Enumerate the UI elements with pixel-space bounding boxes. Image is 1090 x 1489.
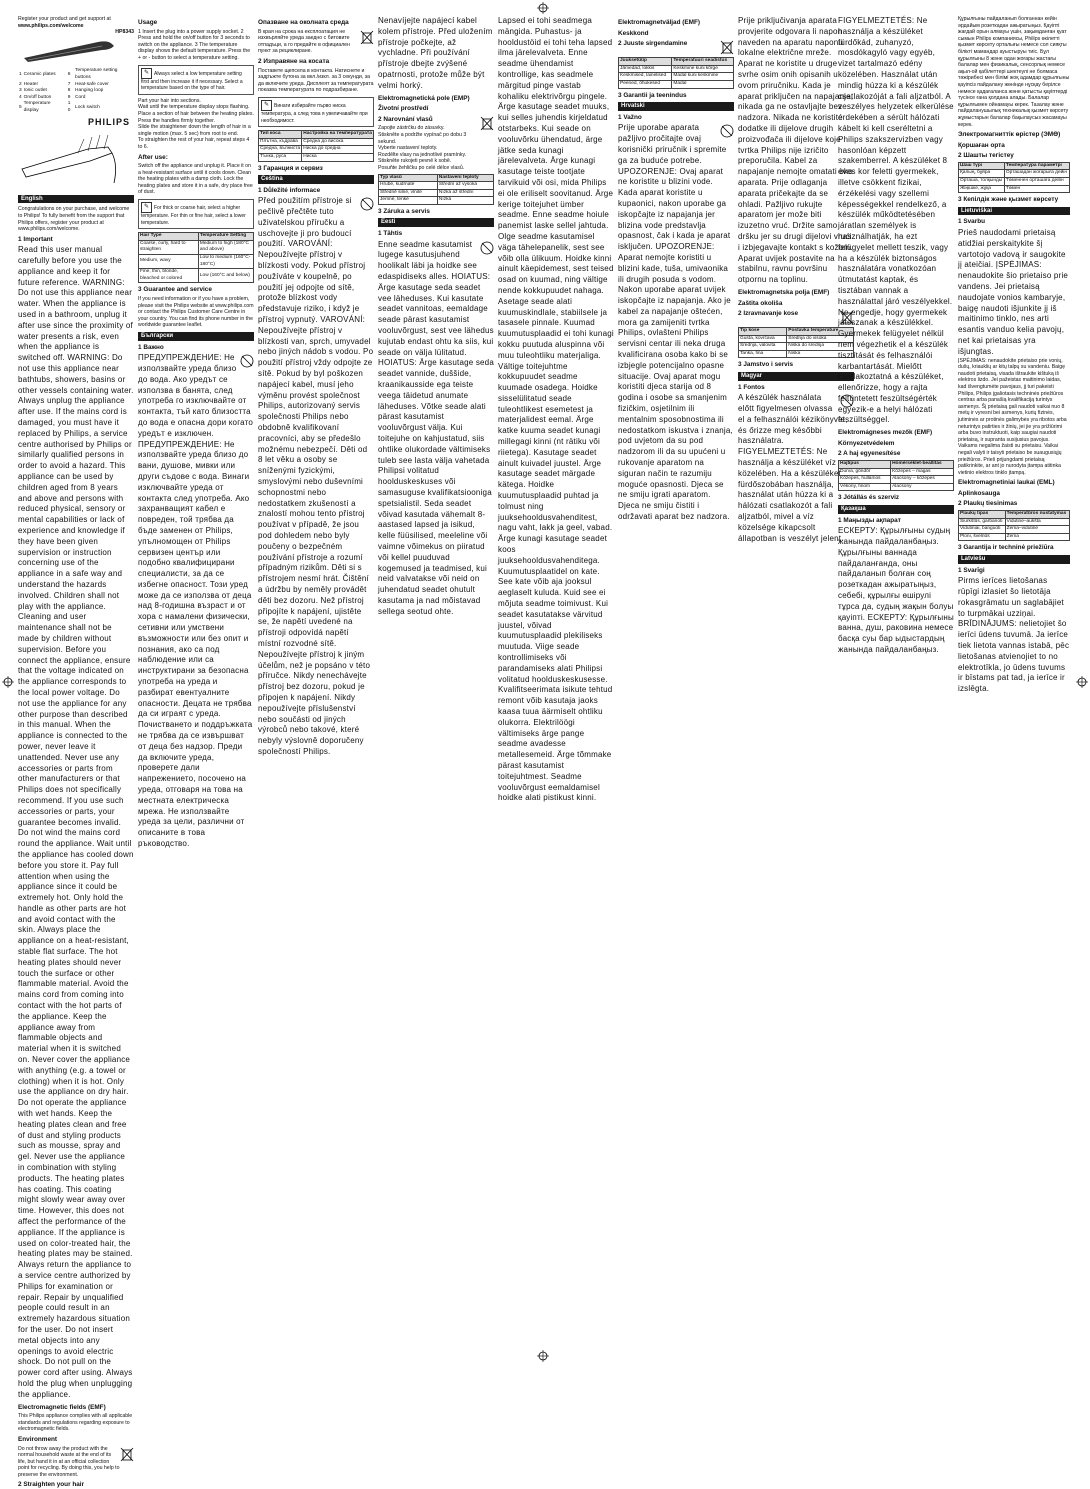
bg-safety-text: ПРЕДУПРЕЖДЕНИЕ: Не използвайте уреда близо до вода. Ако уредът се използва в банята, след употреба го изключвайте от контакта, тъй като близостта до вода е опасна дори когато уредът е изключен. ПРЕДУПРЕЖДЕНИЕ: Не използвайте уреда близо до вани, душове, мивки или други съдове с вода. Винаги изключвайте уреда от контакта след употреба. Ако захранващият кабел е повреден, той трябва да бъде заменен от Philips, упълномощен от Philips сервизен център или подобно квалифицирани специалисти, за да се избегне опасност. Този уред може да се използва от деца над 8-годишна възраст и от хора с намалени физически, сетивни или умствени възможности или без опит и познания, ако са под наблюдение или са инструктирани за безопасна употреба на уреда и разбират евентуалните опасности. Децата не трябва да си играят с уреда. Почистването и поддръжката не трябва да се извършват от деца без надзор. Преди да включите уреда, проверете дали напрежението, посочено на уреда, отговаря на това на местната електрическа мрежа. Не използвайте уреда за цели, различни от описаните в това ръководство. [138,353,254,849]
cs-safety-text-cont: Nenavíjejte napájecí kabel kolem přístroje. Před uložením přístroje počkejte, až vychladne. Při používání přístroje dbejte zvýšené opatrnosti, protože může být velmi horký. [378,16,493,90]
column-4 [378,16,494,1350]
heading-straighten: 2 Straighten your hair [18,1481,85,1489]
hair-straightener-illustration [18,36,126,66]
environment-text: Do not throw away the product with the normal household waste at the end of its life, but hand it in at an official collection point for recycling. By doing this, you help to preserve the environment. [18,1445,120,1478]
bg-hair-type-table: Тип коса Настройка на температурата Плътна, къдрава Средна до висока Средна, вълниста Ниска до средна Тънка, руса Ниска [258,130,374,161]
safety-text: Read this user manual carefully before you use the appliance and keep it for future reference. WARNING: Do not use this appliance near water. When the appliance is used in a bathroom, unplug it after use since the proximity of water presents a risk, even when the appliance is switched off. WARNING: Do not use this appliance near bathtubs, showers, basins or other vessels containing water. Always unplug the appliance after use. If the mains cord is damaged, you must have it replaced by Philips, a service centre authorised by Philips or similarly qualified persons in order to avoid a hazard. This appliance can be used by children aged from 8 years and above and persons with reduced physical, sensory or mental capabilities or lack of experience and knowledge if they have been given supervision or instruction concerning use of the appliance in a safe way and understand the hazards involved. Children shall not play with the appliance. Cleaning and user maintenance shall not be made by children without supervision. Before you connect the appliance, ensure that the voltage indicated on the appliance corresponds to the local power voltage. Do not use the appliance for any other purpose than described in this manual. When the appliance is connected to the power, never leave it unattended. Never use any accessories or parts from other manufacturers or that Philips does not specifically recommend. If you use such accessories or parts, your guarantee becomes invalid. Do not wind the mains cord round the appliance. Wait until the appliance has cooled down before you store it. Pay full attention when using the appliance since it could be extremely hot. Only hold the handle as other parts are hot and avoid contact with the skin. Always place the appliance on a heat-resistant, stable flat surface. The hot heating plates should never touch the surface or other flammable material. Avoid the mains cord from coming into contact with the hot parts of the appliance. Keep the appliance away from flammable objects and material when it is switched on. Never cover the appliance with anything (e.g. a towel or clothing) when it is hot. Only use the appliance on dry hair. Do not operate the appliance with wet hands. Keep the heating plates clean and free of dust and styling products such as mousse, spray and gel. Never use the appliance in combination with styling products. The heating plates has coating. This coating might slowly wear away over time. However, this does not affect the performance of the appliance. If the appliance is used on color-treated hair, the heating plates may be stained. Always return the appliance to a service centre authorized by Philips for examination or repair. Repair by unqualified people could result in an extremely hazardous situation for the user. Do not insert metal objects into any openings to avoid electric shock. Do not pull on the power cord after using. Always hold the plug when unplugging the appliance. [18,245,134,1399]
section-bar-hungarian: Magyar [738,372,854,381]
heading-hu-emf: Elektromágneses mezők (EMF) [838,429,933,437]
section-bar-kazakh: Қазақша [838,505,954,514]
parts-list: 1 Ceramic plates 6 Temperature setting buttons 2 Heater 7 Heat-safe cover 3 Ionic outlet 8 Hanging loop 4 On/off button 9 Cord 5 Temperature display 10 Lock switch [19,68,118,113]
et-safety-text-cont: Lapsed ei tohi seadmega mängida. Puhastus- ja hooldustöid ei tohi teha lapsed ilma järelevalveta. Enne seadme ühendamist kontrollige, kas seadmele märgitud pinge vastab kohaliku elektrivõrgu pingele. Ärge kasutage seadet muuks, kui selles juhendis kirjeldatud otstarbeks. Kui seade on vooluvõrku ühendatud, ärge jätke seda kunagi järelevalveta. Ärge kunagi kasutage teiste tootjate tarvikuid või osi, mida Philips ei ole eriliselt soovitanud. Ärge kerige toitejuhet ümber seadme. Enne seadme hoiule panemist laske sellel jahtuda. Olge seadme kasutamisel väga tähelepanelik, sest see võib olla ülikuum. Hoidke kinni ainult käepidemest, sest teised osad on kuumad, ning vältige nende kokkupuudet nahaga. Asetage seade alati kuumuskindlale, stabiilsele ja tasasele pinnale. Kuumad kuumutusplaadid ei tohi kunagi kokku puutuda aluspinna või muu tuleohtliku materjaliga. Vältige toitejuhtme kokkupuudet seadme kuumade osadega. Hoidke sisselülitatud seade tuleohtlikest esemetest ja materjalidest eemal. Ärge katke kuuma seadet kunagi millegagi kinni (nt rätiku või riietega). Kasutage seadet ainult kuivadel juustel. Ärge kasutage seadet märgade kätega. Hoidke kuumutusplaadid puhtad ja tolmust ning juuksehooldusvahenditest, nagu vaht, lakk ja geel, vabad. Ärge kunagi kasutage seadet koos juuksehooldusvahenditega. Kuumutusplaatidel on kate. See kate võib aja jooksul aeglaselt kuluda. Kuid see ei mõjuta seadme toimivust. Kui seadet kasutatakse värvitud juustel, võivad kuumutusplaadid plekiliseks muutuda. Viige seade kontrollimiseks või parandamiseks alati Philipsi volitatud hoolduskeskusesse. Kvalifitseerimata isikute tehtud remont võib kasutaja jaoks kaasa tuua äärmiselt ohtliku olukorra. Elektrilöögi vältimiseks ärge pange seadme avadesse metallesemeid. Ärge tõmmake pärast kasutamist toitejuhtmest. Seadme vooluvõrgust eemaldamisel hoidke alati pistikust kinni. [498,16,614,803]
no-water-icon [720,123,734,139]
column-9 [958,16,1070,1350]
register-tagline: Register your product and get support at [18,16,111,22]
lt-hair-type-table: Plaukų tipas Temperatūros nustatymas Šiurkštūs, garbanoti Vidutinė–aukšta Vidutiniai, banguoti Žema–vidutinė Ploni, švelnūs Žema [958,510,1070,541]
heading-after-use: After use: [138,153,168,161]
after-use-text: Switch off the appliance and unplug it. Place it on a heat-resistant surface until it cools down. Clean the heating plates with a damp cloth. Lock the heating plates and store it in a safe, dry place free of dust. [138,163,253,196]
tip-icon: ✎ [141,202,152,213]
lv-safety-text: Pirms ierīces lietošanas rūpīgi izlasiet šo lietotāja rokasgrāmatu un saglabājiet to turpmākai uzziņai. BRĪDINĀJUMS: nelietojiet šo ierīci ūdens tuvumā. Ja ierīce tiek lietota vannas istabā, pēc lietošanas atvienojiet to no elektrotīkla, jo ūdens tuvums ir bīstams pat tad, ja ierīce ir izslēgta. [958,576,1070,694]
heading-hr-important: 1 Važno [618,113,642,121]
recycle-bin-icon [480,115,494,131]
usage-text: 1 Insert the plug into a power supply socket. 2 Press and hold the on/off button for 3 seconds to switch on the appliance. 3 The temperature display shows the default temperature. Press the + or - button to select a temperature setting. [138,28,251,61]
intro-text: Congratulations on your purchase, and welcome to Philips! To fully benefit from the support that Philips offers, register your product at www.philips.com/welcome. [18,206,130,233]
heading-guarantee: 3 Guarantee and service [138,286,212,294]
heading-hr-straighten: 2 Izravnavanje kose [738,310,799,318]
hair-type-table: Hair Type Temperature Setting Coarse, curly, hard to straighten Medium to high (180°C and above) Medium, wavy Low to medium (160°C-180°C) Fine, thin, blonde, bleached or colored Low (160°C and below) [138,232,254,283]
kk-safety-text-cont: Құрылғыны пайдаланып болғаннан кейін әрдайым розеткадан ажыратыңыз. Қауіпті жағдай орын алмауы үшін, зақымданған қуат сымын Philips компаниясы, Philips өкілетті қызмет көрсету орталығы немесе сол сияқты білікті мамандар ауыстыруы тиіс. Бұл құрылғыны 8 және одан жоғары жастағы балалар мен физикалық, сенсорлық немесе ақыл-ой қабілеттері шектеулі не болмаса тәжірибесі мен білімі жоқ адамдар құрылғыны қауіпсіз пайдалану жөнінде нұсқау берілсе немесе қадағаланса және қатысты қауіптерді түсінсе ғана қолдана алады. Балалар құрылғымен ойнамауы керек. Тазалау және пайдаланушылық техникалық қызмет көрсету жұмыстарын балалар бақылаусыз жасамауы керек. [958,16,1070,128]
heading-lt-important: 1 Svarbu [958,218,985,226]
lt-safety-text-cont: ĮSPĖJIMAS: nenaudokite prietaiso prie vonių, dušų, kriauklių ar kitų talpų su vandeniu. Baigę naudoti prietaisą, visada ištraukite kištuką iš elektros lizdo. Jei pažeistas maitinimo laidas, kad išvengtumėte pavojaus, jį turi pakeisti Philips, Philips įgaliotasis techninės priežiūros centras arba panašią kvalifikaciją turintys asmenys. Šį prietaisą gali naudoti vaikai nuo 8 metų ir vyresni bei asmenys, kurių fizinės, jutiminės ar protinės galimybės yra ribotos arba neturintys patirties ir žinių, jei jie yra prižiūrimi arba buvo instruktuoti, kaip saugiai naudoti prietaisą, ir supranta susijusius pavojus. Vaikams negalima žaisti su prietaisu. Vaikai negali valyti ir taisyti prietaiso be suaugusiųjų priežiūros. Prieš prijungdami prietaisą patikrinkite, ar ant jo nurodyta įtampa atitinka vietinio elektros tinklo įtampą. [958,357,1067,476]
section-bar-latvian: Latviešu [958,555,1070,564]
model-number: HP8343 [115,29,134,36]
hr-safety-text: Prije uporabe aparata pažljivo pročitajte ovaj korisnički priručnik i spremite ga za buduće potrebe. UPOZORENJE: Ovaj aparat ne koristite u blizini vode. Kada aparat koristite u kupaonici, nakon uporabe ga iskopčajte iz napajanja jer blizina vode predstavlja opasnost, čak i kada je aparat isključen. UPOZORENJE: Aparat nemojte koristiti u blizini kade, tuša, umivaonika ili drugih posuda s vodom. Nakon uporabe aparat uvijek iskopčajte iz napajanja. Ako je kabel za napajanje oštećen, mora ga zamijeniti tvrtka Philips, ovlašteni Philips servisni centar ili neka druga kvalificirana osoba kako bi se izbjegle potencijalno opasne situacije. Ovaj aparat mogu koristiti djeca starija od 8 godina i osobe sa smanjenim fizičkim, osjetilnim ili mentalnim sposobnostima ili nedostatkom iskustva i znanja, pod uvjetom da su pod nadzorom ili da su upućeni u rukovanje aparatom na siguran način te razumiju moguće opasnosti. Djeca se ne smiju igrati aparatom. Djeca ne smiju čistiti i održavati aparat bez nadzora. [618,123,733,522]
hu-safety-text-cont: FIGYELMEZTETÉS: Ne használja a készüléket fürdőkád, zuhanyzó, mosdókagyló vagy egyéb, vizet tartalmazó edény közelében. Használat után mindig húzza ki a készülék csatlakozóját a fali aljzatból. A veszélyes helyzetek elkerülése érdekében a sérült hálózati kábelt ki kell cseréltetni a Philips szakszervizben vagy hasonlóan képzett szakemberrel. A készüléket 8 éves kor feletti gyermekek, illetve csökkent fizikai, érzékelési vagy szellemi képességekkel rendelkező, a készülék működtetésében járatlan személyek is használhatják, ha ezt felügyelet mellett teszik, vagy ha a készülék biztonságos használatára vonatkozóan útmutatást kaptak, és tisztában vannak a használattal járó veszélyekkel. Ne engedje, hogy gyermekek játsszanak a készülékkel. Gyermekek felügyelet nélkül nem végezhetik el a készülék tisztítását és felhasználói karbantartását. Mielőtt csatlakoztatná a készüléket, ellenőrizze, hogy a rajta feltüntetett feszültségérték egyezik-e a helyi hálózati feszültséggel. [838,16,954,425]
heading-cs-important: 1 Důležité informace [258,186,321,194]
heading-usage: Usage [138,19,158,26]
column-3 [258,16,374,1350]
hu-safety-text: A készülék használata előtt figyelmesen olvassa el a felhasználói kézikönyvet, és őrizze meg későbbi használatra. FIGYELMEZTETÉS: Ne használja a készüléket víz közelében. Ha a készüléket fürdőszobában használja, használat után húzza ki a hálózati csatlakozót a fali aljzatból, mivel a víz közelsége kikapcsolt állapotban is veszélyt jelent. [738,393,848,543]
kk-safety-text: ЕСКЕРТУ: Құрылғыны судың жанында пайдаланбаңыз. Құрылғыны ваннада пайдаланғанда, оны пайдаланып болған соң розеткадан ажыратыңыз, себебі, құрылғы өшірулі тұрса да, судың жақын болуы қауіпті. ЕСКЕРТУ: Құрылғыны ванна, душ, раковина немесе басқа суы бар ыдыстардың жанында пайдаланбаңыз. [838,526,954,654]
support-url: www.philips.com/welcome [18,22,84,29]
brand-logo: PHILIPS [87,116,130,127]
column-1 [18,16,134,1489]
heading-lt-guarantee: 3 Garantija ir techninė priežiūra [958,544,1054,552]
heading-hr-environment: Zaštita okoliša [738,299,783,307]
no-water-icon [480,240,494,256]
tip-box: ✎ For thick or coarse hair, select a higher temperature. For thin or fine hair, select a lower temperature. [138,199,254,229]
heading-lt-environment: Aplinkosauga [958,489,1000,497]
kk-hair-type-table: Шаш түрі Температура параметрі Қалың, бұйра Орташадан жоғарыға дейін Орташа, толқынды Төменнен орташаға дейін Жіңішке, жұқа Төмен [958,162,1070,193]
step-list: Part your hair into sections. Wait until the temperature display stops flashing. Place a section of hair between the heating plates. Press the handles firmly together. Slide the straightener down the length of hair in a single motion (max. 5 sec) from root to end. To straighten the rest of your hair, repeat steps 4 to 6. [138,97,254,150]
heading-et-guarantee: 3 Garantii ja teenindus [618,91,687,99]
section-bar-english: English [18,195,134,204]
registration-mark-icon [537,1350,549,1362]
heading-important: 1 Important [18,235,53,243]
heading-bg-important: 1 Важно [138,343,164,351]
heading-hr-emf: Elektromagnetska polja (EMF) [738,288,830,296]
registration-mark-icon [1076,676,1088,688]
column-5 [498,16,614,1350]
et-hair-type-table: Juuksetüüp Temperatuuri seadistus Jämedad, lokkis Keskmine kuni kõrge Keskmised, lainelised Madal kuni keskmine Peened, õhukesed Madal [618,57,734,88]
bg-environment-text: В края на срока на експлоатация не изхвърляйте уреда заедно с битовите отпадъци, а го предайте в официален пункт за рециклиране. [258,28,350,55]
column-7 [738,16,854,1350]
heading-hu-important: 1 Fontos [738,383,765,391]
column-2 [138,16,254,1350]
heading-bg-guarantee: 3 Гаранция и сервиз [258,164,323,172]
heading-environment: Environment [18,1435,58,1443]
recycle-bin-icon [360,29,374,45]
registration-mark-icon [537,2,549,14]
cs-safety-text: Před použitím přístroje si pečlivě přečtěte tuto uživatelskou příručku a uschovejte ji pro budoucí použití. VAROVÁNÍ: Nepoužívejte přístroj v blízkosti vody. Pokud přístroj používáte v koupelně, po použití jej odpojte od sítě, protože blízkost vody představuje riziko, i když je přístroj vypnutý. VAROVÁNÍ: Nepoužívejte přístroj v blízkosti van, sprch, umyvadel nebo jiných nádob s vodou. Po použití přístroj vždy odpojte ze sítě. Pokud by byl poškozen napájecí kabel, musí jeho výměnu provést společnost Philips, autorizovaný servis společnosti Philips nebo obdobně kvalifikovaní pracovníci, aby se předešlo možnému nebezpečí. Děti od 8 let věku a osoby se sníženými fyzickými, smyslovými nebo duševními schopnostmi nebo nedostatkem zkušeností a znalostí mohou tento přístroj používat v případě, že jsou pod dohledem nebo byly poučeny o bezpečném používání přístroje a rozumí případným rizikům. Děti si s přístrojem nesmí hrát. Čištění a údržbu by neměly provádět děti bez dozoru. Než přístroj připojíte k napájení, ujistěte se, že napětí uvedené na přístroji odpovídá napětí místní rozvodné sítě. Nepoužívejte přístroj k jiným účelům, než je popsáno v této příručce. Nikdy nenechávejte přístroj bez dozoru, pokud je připojen k napájení. Nikdy nepoužívejte příslušenství nebo součásti od jiných výrobců nebo takové, které nebyly výslovně doporučeny společností Philips. [258,196,374,756]
cs-hair-type-table: Typ vlasů Nastavení teploty Hrubé, kudrnaté Střední až vysoká Středně silné, vlnité Nízká až střední Jemné, tenké Nízká [378,174,494,205]
section-bar-estonian: Eesti [378,218,494,227]
heading-hu-environment: Környezetvédelem [838,439,895,447]
tip-icon: ✎ [141,68,152,79]
section-bar-croatian: Hrvatski [618,102,734,111]
heading-cs-environment: Životní prostředí [378,105,429,113]
cs-step-list: Zapojte zástrčku do zásuvky. Stiskněte a podržte vypínač po dobu 3 sekund. Vyberte nastavení teploty. Rozdělte vlasy na jednotlivé pramínky. Stiskněte rukojeti pevně k sobě. Posuňte žehličku po celé délce vlasů. [378,125,467,171]
heading-cs-emf: Elektromagnetická pole (EMP) [378,94,470,102]
hr-safety-text-cont: Prije priključivanja aparata provjerite odgovara li napon naveden na aparatu naponu lokalne električne mreže. Aparat ne koristite u druge svrhe osim onih opisanih u ovom priručniku. Kada je aparat priključen na napajanje, nikada ga ne ostavljajte bez nadzora. Nikada ne koristite dodatke ili dijelove drugih proizvođača ili dijelove koje tvrtka Philips nije izričito preporučila. Kabel za napajanje nemojte omatati oko aparata. Prije odlaganja aparata pričekajte da se ohladi. Pažljivo rukujte aparatom jer može biti izuzetno vruć. Držite samo dršku jer su drugi dijelovi vrući i izbjegavajte kontakt s kožom. Aparat uvijek postavite na stabilnu, ravnu površinu otpornu na toplinu. [738,16,854,285]
section-bar-bulgarian: Български [138,332,254,341]
heading-lt-emf: Elektromagnetiniai laukai (EML) [958,479,1055,487]
heading-et-environment: Keskkond [618,29,649,37]
no-water-icon [360,196,374,212]
heading-cs-straighten: 2 Narovnání vlasů [378,115,433,123]
heading-et-important: 1 Tähtis [378,230,403,238]
guarantee-text: If you need information or if you have a problem, please visit the Philips website at www.philips.com or contact the Philips Customer Care Centre in your country. You can find its phone number in the worldwide guarantee leaflet. [138,296,254,329]
emf-text: This Philips appliance complies with all applicable standards and regulations regarding exposure to electromagnetic fields. [18,1413,133,1433]
column-8 [838,16,954,1350]
heading-et-emf: Elektromagnetväljad (EMF) [618,19,701,26]
no-water-icon [240,353,254,369]
heading-emf: Electromagnetic fields (EMF) [18,1403,106,1411]
registration-mark-icon [2,676,14,688]
tip-icon: ✎ [261,100,272,111]
section-bar-lithuanian: Lietuviškai [958,207,1070,216]
heading-bg-environment: Опазване на околната среда [258,19,349,26]
bg-straighten-text: Поставете щепсела в контакта. Натиснете и задръжте бутона за вкл./изкл. за 3 секунди, за да включите уреда. Дисплеят за температурата показва температурата по подразбиране. [258,67,374,94]
tip-box: ✎ Always select a low temperature setting first and then increase it if necessary. Select a temperature based on the type of hair. [138,65,254,95]
et-safety-text: Enne seadme kasutamist lugege kasutusjuhend hoolikalt läbi ja hoidke see edaspidiseks alles. HOIATUS: Ärge kasutage seda seadet vee läheduses. Kui kasutate seadet vannitoas, eemaldage seade pärast kasutamist vooluvõrgust, sest vee lähedus kujutab endast ohtu ka siis, kui seade on välja lülitatud. HOIATUS: Ärge kasutage seda seadet vannide, duššide, kraanikausside ega teiste veega täidetud anumate läheduses. Võtke seade alati pärast kasutamist vooluvõrgust välja. Kui toitejuhe on kahjustatud, siis ohtlike olukordade vältimiseks tuleb see lasta välja vahetada Philipsi volitatud hoolduskeskuses või samasuguse kvalifikatsiooniga spetsialistil. Seda seadet võivad kasutada vähemalt 8-aastased lapsed ja isikud, kelle füüsilised, meeleline või vaimne võimekus on piiratud või kellel puuduvad kogemused ja teadmised, kui neid valvatakse või neid on juhendatud seadet ohutult kasutama ja nad mõistavad sellega seotud ohte. [378,239,494,616]
recycle-bin-icon [120,1446,134,1462]
recycle-bin-icon [720,39,734,55]
heading-kk-straighten: 2 Шашты тегістеу [958,152,1014,160]
hu-hair-type-table: Hajtípus Hőmérséklet-beállítás Durva, göndör Közepes – magas Közepes, hullámos Alacsony – közepes Vékony, finom Alacsony [838,460,954,491]
heading-bg-straighten: 2 Изправяне на косата [258,57,330,65]
lt-safety-text: Prieš naudodami prietaisą atidžiai perskaitykite šį vartotojo vadovą ir saugokite jį ateičiai. ĮSPĖJIMAS: nenaudokite šio prietaiso prie vandens. Jei prietaisą naudojate vonios kambaryje, baigę naudoti išjunkite jį iš maitinimo tinklo, nes arti esantis vanduo kelia pavojų, net kai prietaisas yra išjungtas. [958,228,1069,356]
heading-et-straighten: 2 Juuste sirgendamine [618,40,688,48]
heading-cs-guarantee: 3 Záruka a servis [378,207,430,215]
heading-hu-straighten: 2 A haj egyenesítése [838,450,901,458]
heading-kk-important: 1 Маңызды ақпарат [838,516,901,524]
heading-lt-straighten: 2 Plaukų tiesinimas [958,500,1018,508]
heading-kk-environment: Қоршаған орта [958,141,1005,149]
product-diagram [18,129,126,189]
heading-kk-guarantee: 3 Кепілдік және қызмет көрсету [958,196,1059,204]
section-bar-czech: Čeština [258,175,374,184]
heading-kk-emf: Электромагниттік өрістер (ЭМӨ) [958,131,1061,139]
heading-lv-important: 1 Svarīgi [958,566,985,574]
tip-box: ✎ Винаги избирайте първо ниска температура, а след това я увеличавайте при необходимост. [258,97,374,127]
heading-hu-guarantee: 3 Jótállás és szerviz [838,494,900,502]
column-6 [618,16,734,1350]
heading-hr-guarantee: 3 Jamstvo i servis [738,361,794,369]
hr-hair-type-table: Tip kose Postavka temperature Gusta, kovrčava Srednja do visoka Srednja, valovita Niska do srednja Tanka, fina Niska [738,327,854,358]
